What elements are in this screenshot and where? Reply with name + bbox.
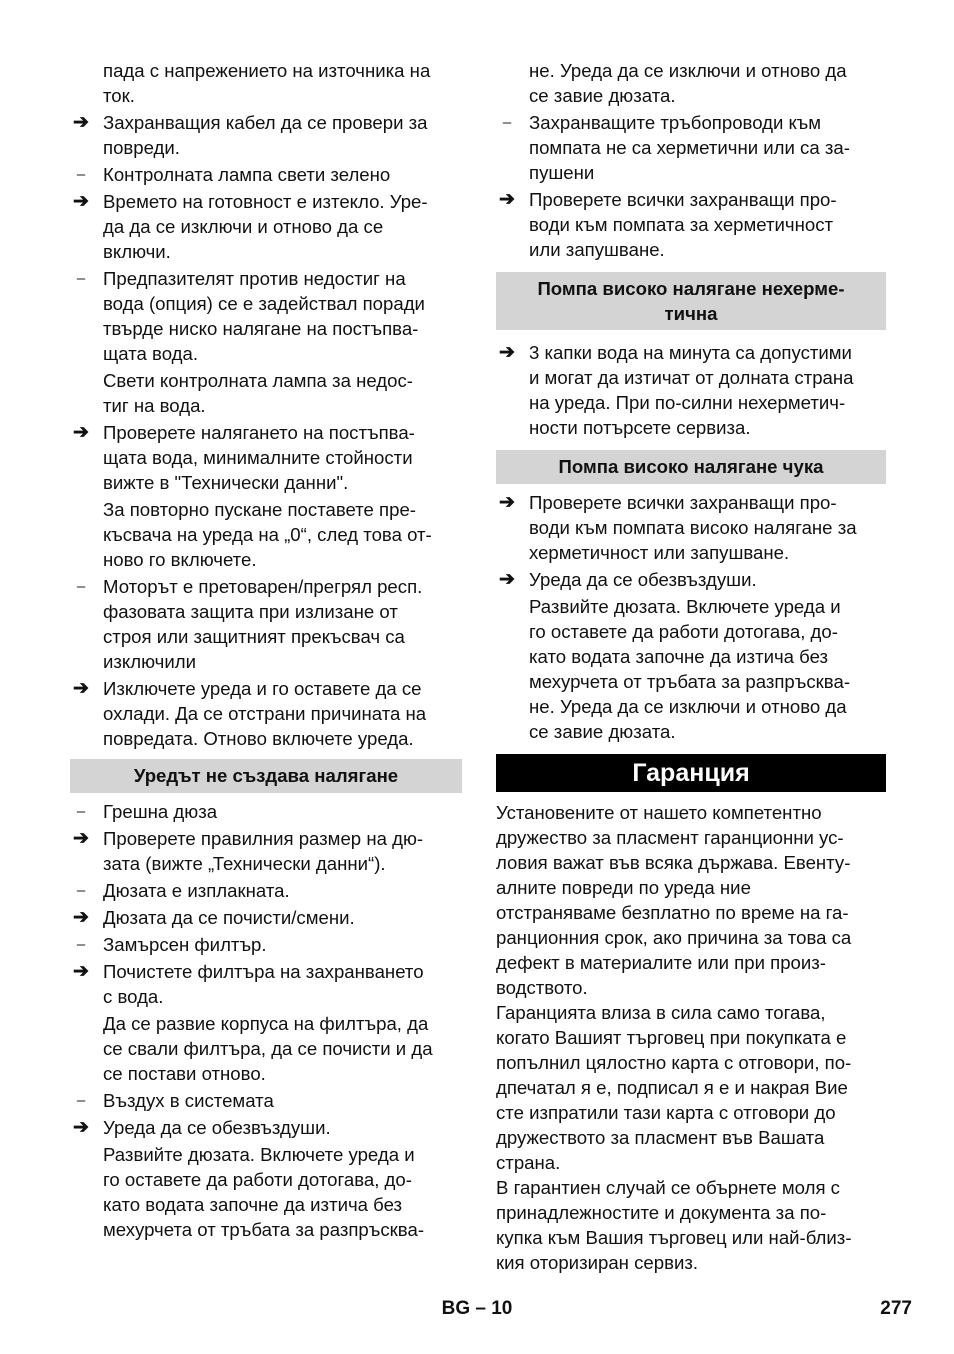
text-line: Времето на готовност е изтекло. Уре- <box>103 191 428 212</box>
text-line: Предпазителят против недостиг на <box>103 268 406 289</box>
text-line: или запушване. <box>529 239 665 260</box>
right-section1-block <box>496 340 886 442</box>
text-line: включи. <box>103 241 171 262</box>
text-line: щата вода, минималните стойности <box>103 447 413 468</box>
text-line: го оставете да работи дотогава, до- <box>529 621 838 642</box>
guarantee-line: купка към Вашия търговец или най-близ- <box>496 1227 852 1248</box>
text-line: Проверете всички захранващи про- <box>529 492 837 513</box>
arrow-icon: ➔ <box>499 569 515 590</box>
paragraph <box>70 497 462 572</box>
cause-item <box>70 266 462 366</box>
guarantee-line: принадлежностите и документа за по- <box>496 1202 827 1223</box>
guarantee-line: дефект в материалите или при произ- <box>496 952 826 973</box>
guarantee-text <box>496 800 886 1275</box>
guarantee-line: Гаранцията влиза в сила само тогава, <box>496 1002 826 1023</box>
guarantee-line: В гарантиен случай се обърнете моля с <box>496 1177 840 1198</box>
guarantee-line: когато Вашият търговец при покупката е <box>496 1027 847 1048</box>
guarantee-heading: Гаранция <box>496 754 886 792</box>
text-line: твърде ниско налягане на постъпва- <box>103 318 419 339</box>
text-line: като водата започне да изтича без <box>103 1194 403 1215</box>
action-item <box>70 189 462 264</box>
text-line: ток. <box>103 85 135 106</box>
guarantee-line: попълнил цялостно карта с отговори, по- <box>496 1052 852 1073</box>
left-top-block <box>70 58 462 753</box>
action-item <box>70 826 462 876</box>
right-column <box>496 58 886 1275</box>
guarantee-line: алните повреди по уреда ние <box>496 877 751 898</box>
left-section-block <box>70 799 462 1244</box>
guarantee-line: Установените от нашето компетентно <box>496 802 822 823</box>
arrow-icon: ➔ <box>73 678 89 699</box>
action-item <box>70 1115 462 1140</box>
action-item <box>496 340 886 440</box>
arrow-icon: ➔ <box>73 907 89 928</box>
text-line: зата (вижте „Технически данни“). <box>103 853 386 874</box>
section-heading-pump-leak-line2: тична <box>664 303 718 324</box>
text-line: Развийте дюзата. Включете уреда и <box>103 1144 415 1165</box>
text-line: Проверете всички захранващи про- <box>529 189 837 210</box>
text-line: тиг на вода. <box>103 395 206 416</box>
text-line: 3 капки вода на минута са допустими <box>529 342 852 363</box>
text-line: води към помпата високо налягане за <box>529 517 857 538</box>
text-line: да да се изключи и отново да се <box>103 216 384 237</box>
paragraph <box>70 58 462 108</box>
text-line: Уреда да се обезвъздуши. <box>529 569 757 590</box>
cause-item <box>70 574 462 674</box>
cause-item <box>496 110 886 185</box>
text-line: Почистете филтъра на захранването <box>103 961 424 982</box>
text-line: херметичност или запушване. <box>529 542 790 563</box>
dash-marker: – <box>76 166 86 183</box>
guarantee-line: кия оторизиран сервиз. <box>496 1252 699 1273</box>
text-line: строя или защитният прекъсвач са <box>103 626 405 647</box>
arrow-icon: ➔ <box>499 342 515 363</box>
guarantee-line: отстраняваме безплатно по време на га- <box>496 902 849 923</box>
guarantee-line: дпечатал я е, подписал я е и накрая Вие <box>496 1077 848 1098</box>
arrow-icon: ➔ <box>73 112 89 133</box>
text-line: ново го включете. <box>103 549 257 570</box>
paragraph <box>70 368 462 418</box>
text-line: Проверете правилния размер на дю- <box>103 828 424 849</box>
text-line: помпата не са херметични или са за- <box>529 137 850 158</box>
text-line: с вода. <box>103 986 164 1007</box>
text-line: мехурчета от тръбата за разпръсква- <box>529 671 851 692</box>
text-line: Замърсен филтър. <box>103 934 267 955</box>
text-line: се свали филтъра, да се почисти и да <box>103 1038 433 1059</box>
action-item <box>70 959 462 1009</box>
text-line: вода (опция) се е задействал поради <box>103 293 425 314</box>
arrow-icon: ➔ <box>73 1117 89 1138</box>
text-line: повреди. <box>103 137 180 158</box>
page-number: 277 <box>880 1298 912 1319</box>
paragraph <box>496 58 886 108</box>
action-item <box>70 110 462 160</box>
guarantee-line: ранционния срок, ако причина за това са <box>496 927 852 948</box>
arrow-icon: ➔ <box>73 828 89 849</box>
cause-item <box>70 799 462 824</box>
text-line: Грешна дюза <box>103 801 218 822</box>
text-line: щата вода. <box>103 343 199 364</box>
left-column <box>70 58 462 1244</box>
text-line: Въздух в системата <box>103 1090 274 1111</box>
cause-item <box>70 932 462 957</box>
arrow-icon: ➔ <box>499 492 515 513</box>
text-line: ности потърсете сервиза. <box>529 417 751 438</box>
cause-item <box>70 162 462 187</box>
text-line: води към помпата за херметичност <box>529 214 834 235</box>
guarantee-line: ловия важат във всяка държава. Евенту- <box>496 852 851 873</box>
text-line: Проверете налягането на постъпва- <box>103 422 415 443</box>
arrow-icon: ➔ <box>73 422 89 443</box>
guarantee-line: водството. <box>496 977 588 998</box>
section-heading-pump-leak <box>496 272 886 330</box>
text-line: Да се развие корпуса на филтъра, да <box>103 1013 429 1034</box>
text-line: Изключете уреда и го оставете да се <box>103 678 422 699</box>
arrow-icon: ➔ <box>73 191 89 212</box>
text-line: Захранващия кабел да се провери за <box>103 112 428 133</box>
text-line: Развийте дюзата. Включете уреда и <box>529 596 841 617</box>
text-line: изключили <box>103 651 196 672</box>
guarantee-line: дружеството за пласмент във Вашата <box>496 1127 825 1148</box>
paragraph <box>70 1142 462 1242</box>
text-line: не. Уреда да се изключи и отново да <box>529 696 847 717</box>
text-line: се завие дюзата. <box>529 721 676 742</box>
guarantee-line: дружество за пласмент гаранционни ус- <box>496 827 844 848</box>
action-item <box>496 490 886 565</box>
text-line: Захранващите тръбопроводи към <box>529 112 822 133</box>
dash-marker: – <box>502 114 512 131</box>
dash-marker: – <box>76 882 86 899</box>
text-line: Контролната лампа свети зелено <box>103 164 391 185</box>
text-line: се постави отново. <box>103 1063 266 1084</box>
footer-section-label: BG – 10 <box>441 1298 513 1319</box>
text-line: пада с напрежението на източника на <box>103 60 431 81</box>
text-line: охлади. Да се отстрани причината на <box>103 703 427 724</box>
text-line: фазовата защита при излизане от <box>103 601 398 622</box>
text-line: Уреда да се обезвъздуши. <box>103 1117 331 1138</box>
right-section2-block <box>496 490 886 746</box>
text-line: Моторът е претоварен/прегрял респ. <box>103 576 423 597</box>
action-item <box>70 420 462 495</box>
paragraph <box>496 594 886 744</box>
action-item <box>70 676 462 751</box>
action-item <box>496 567 886 592</box>
text-line: пушени <box>529 162 595 183</box>
action-item <box>496 187 886 262</box>
text-line: като водата започне да изтича без <box>529 646 829 667</box>
text-line: Дюзата е изплакната. <box>103 880 290 901</box>
text-line: Свети контролната лампа за недос- <box>103 370 413 391</box>
section-heading-no-pressure: Уредът не създава налягане <box>70 759 462 793</box>
cause-item <box>70 878 462 903</box>
text-line: мехурчета от тръбата за разпръсква- <box>103 1219 425 1240</box>
text-line: и могат да изтичат от долната страна <box>529 367 854 388</box>
text-line: За повторно пускане поставете пре- <box>103 499 416 520</box>
text-line: се завие дюзата. <box>529 85 676 106</box>
cause-item <box>70 1088 462 1113</box>
arrow-icon: ➔ <box>499 189 515 210</box>
text-line: Дюзата да се почисти/смени. <box>103 907 355 928</box>
text-line: го оставете да работи дотогава, до- <box>103 1169 412 1190</box>
dash-marker: – <box>76 803 86 820</box>
dash-marker: – <box>76 1092 86 1109</box>
dash-marker: – <box>76 936 86 953</box>
section-heading-pump-leak-line1: Помпа високо налягане нехерме- <box>537 278 845 299</box>
right-top-block <box>496 58 886 264</box>
paragraph <box>70 1011 462 1086</box>
text-line: вижте в "Технически данни". <box>103 472 349 493</box>
text-line: повредата. Отново включете уреда. <box>103 728 414 749</box>
text-line: късвача на уреда на „0“, след това от- <box>103 524 432 545</box>
text-line: не. Уреда да се изключи и отново да <box>529 60 847 81</box>
text-line: на уреда. При по-силни нехерметич- <box>529 392 846 413</box>
action-item <box>70 905 462 930</box>
dash-marker: – <box>76 578 86 595</box>
arrow-icon: ➔ <box>73 961 89 982</box>
section-heading-pump-knocks: Помпа високо налягане чука <box>496 450 886 484</box>
guarantee-line: сте изпратили тази карта с отговори до <box>496 1102 836 1123</box>
guarantee-line: страна. <box>496 1152 561 1173</box>
dash-marker: – <box>76 270 86 287</box>
